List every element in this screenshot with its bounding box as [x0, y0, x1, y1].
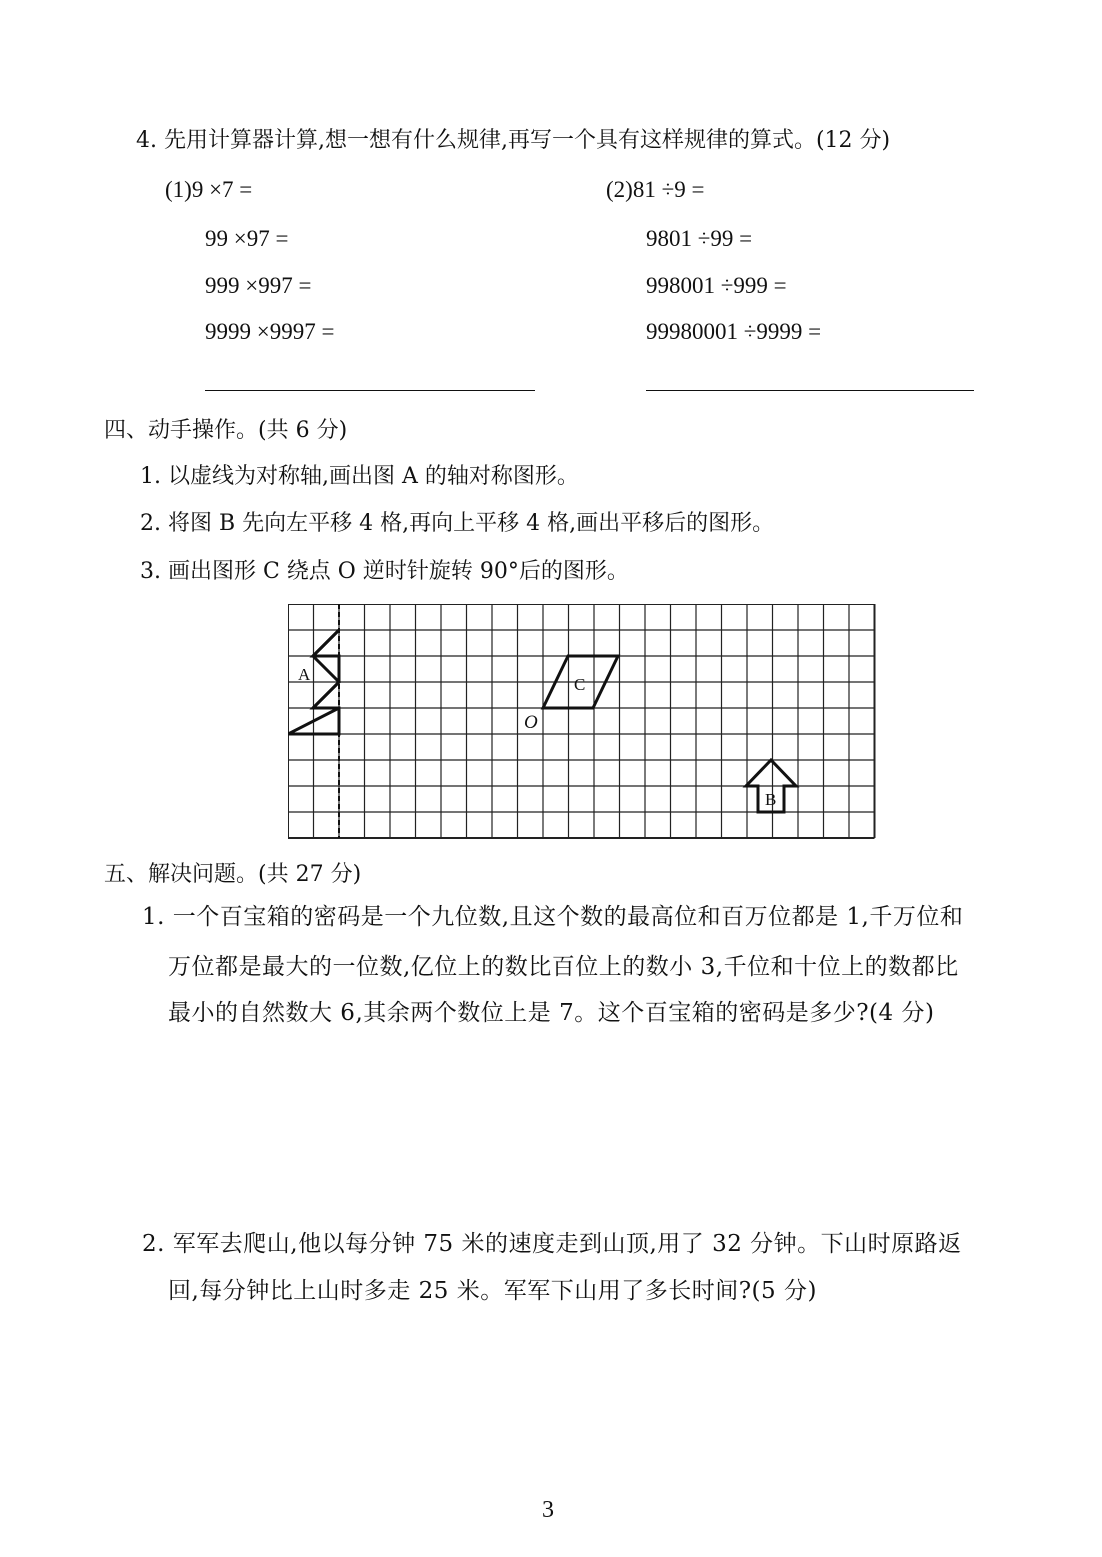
q4-answer-line-1[interactable] [205, 390, 535, 391]
shape-a-zigzag [313, 630, 339, 708]
section-4-item-3: 3. 画出图形 C 绕点 O 逆时针旋转 90°后的图形。 [140, 559, 629, 584]
label-o: O [524, 712, 538, 733]
section-4-item-2: 2. 将图 B 先向左平移 4 格,再向上平移 4 格,画出平移后的图形。 [140, 511, 775, 536]
label-c: C [574, 675, 586, 694]
problem-2-line-1: 2. 军军去爬山,他以每分钟 75 米的速度走到山顶,用了 32 分钟。下山时原路返 [142, 1231, 962, 1257]
drawing-grid[interactable] [288, 604, 878, 840]
q4-answer-line-2[interactable] [646, 390, 974, 391]
q4-part2-line1: (2)81 ÷9 = [606, 177, 705, 202]
label-b: B [765, 790, 777, 809]
page-number: 3 [542, 1497, 554, 1523]
section-4-heading: 四、动手操作。(共 6 分) [104, 418, 348, 443]
q4-part2-line2: 9801 ÷99 = [646, 226, 753, 251]
q4-part1-line2: 99 ×97 = [205, 226, 289, 251]
section-4-item-1: 1. 以虚线为对称轴,画出图 A 的轴对称图形。 [140, 464, 579, 489]
q4-part2-line3: 998001 ÷999 = [646, 273, 787, 298]
q4-part2-line4: 99980001 ÷9999 = [646, 319, 822, 344]
q4-part1-line1: (1)9 ×7 = [165, 177, 253, 202]
section-5-heading: 五、解决问题。(共 27 分) [104, 862, 362, 887]
question-4-title: 4. 先用计算器计算,想一想有什么规律,再写一个具有这样规律的算式。(12 分) [136, 128, 891, 153]
q4-part1-line3: 999 ×997 = [205, 273, 312, 298]
label-a: A [298, 665, 311, 684]
q4-part1-line4: 9999 ×9997 = [205, 319, 335, 344]
problem-2-line-2: 回,每分钟比上山时多走 25 米。军军下山用了多长时间?(5 分) [168, 1278, 817, 1304]
problem-1-line-2: 万位都是最大的一位数,亿位上的数比百位上的数小 3,千位和十位上的数都比 [168, 954, 959, 980]
problem-1-line-1: 1. 一个百宝箱的密码是一个九位数,且这个数的最高位和百万位都是 1,千万位和 [142, 904, 964, 930]
problem-1-line-3: 最小的自然数大 6,其余两个数位上是 7。这个百宝箱的密码是多少?(4 分) [168, 1000, 935, 1026]
